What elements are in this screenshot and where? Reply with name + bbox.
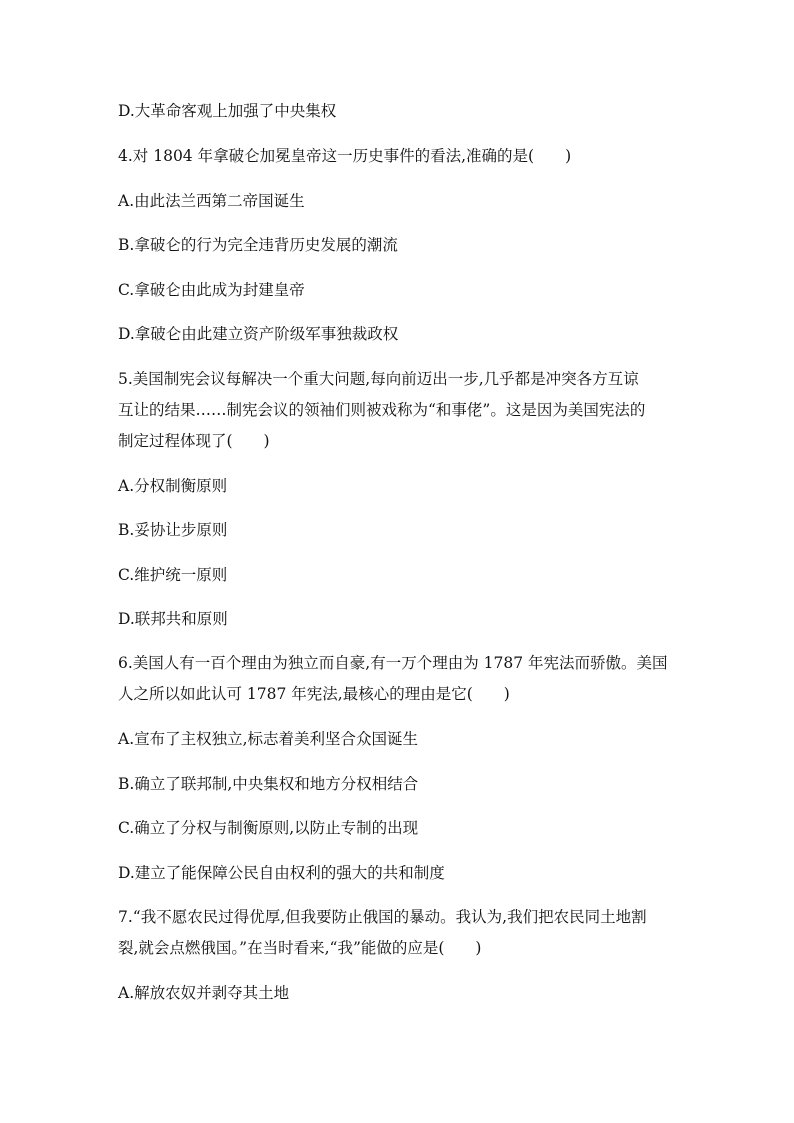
q5-stem-line3: 制定过程体现了( ) [118, 432, 270, 450]
q4-option-a: A.由此法兰西第二帝国诞生 [118, 192, 305, 210]
q6-option-b: B.确立了联邦制,中央集权和地方分权相结合 [118, 775, 419, 793]
q5-option-b: B.妥协让步原则 [118, 521, 228, 539]
q4-option-b: B.拿破仑的行为完全违背历史发展的潮流 [118, 236, 398, 254]
q7-stem-line1: 7.“我不愿农民过得优厚,但我要防止俄国的暴动。我认为,我们把农民同土地割 [118, 908, 647, 926]
q5-option-d: D.联邦共和原则 [118, 610, 228, 628]
q6-option-a: A.宣布了主权独立,标志着美利坚合众国诞生 [118, 730, 419, 748]
q3-option-d: D.大革命客观上加强了中央集权 [118, 102, 337, 120]
q6-stem-line1: 6.美国人有一百个理由为独立而自豪,有一万个理由为 1787 年宪法而骄傲。美国 [118, 654, 668, 672]
q7-option-a: A.解放农奴并剥夺其土地 [118, 984, 290, 1002]
q5-stem-line2: 互让的结果……制宪会议的领袖们则被戏称为“和事佬”。这是因为美国宪法的 [118, 401, 646, 419]
q7-stem-line2: 裂,就会点燃俄国。”在当时看来,“我”能做的应是( ) [118, 939, 482, 957]
q5-option-c: C.维护统一原则 [118, 566, 228, 584]
q5-option-a: A.分权制衡原则 [118, 477, 228, 495]
q4-option-d: D.拿破仑由此建立资产阶级军事独裁政权 [118, 325, 399, 343]
q6-stem-line2: 人之所以如此认可 1787 年宪法,最核心的理由是它( ) [118, 685, 510, 703]
q5-stem-line1: 5.美国制宪会议每解决一个重大问题,每向前迈出一步,几乎都是冲突各方互谅 [118, 370, 639, 388]
q6-option-d: D.建立了能保障公民自由权利的强大的共和制度 [118, 864, 445, 882]
q6-option-c: C.确立了分权与制衡原则,以防止专制的出现 [118, 819, 419, 837]
q4-stem: 4.对 1804 年拿破仑加冕皇帝这一历史事件的看法,准确的是( ) [118, 147, 572, 165]
q4-option-c: C.拿破仑由此成为封建皇帝 [118, 281, 305, 299]
